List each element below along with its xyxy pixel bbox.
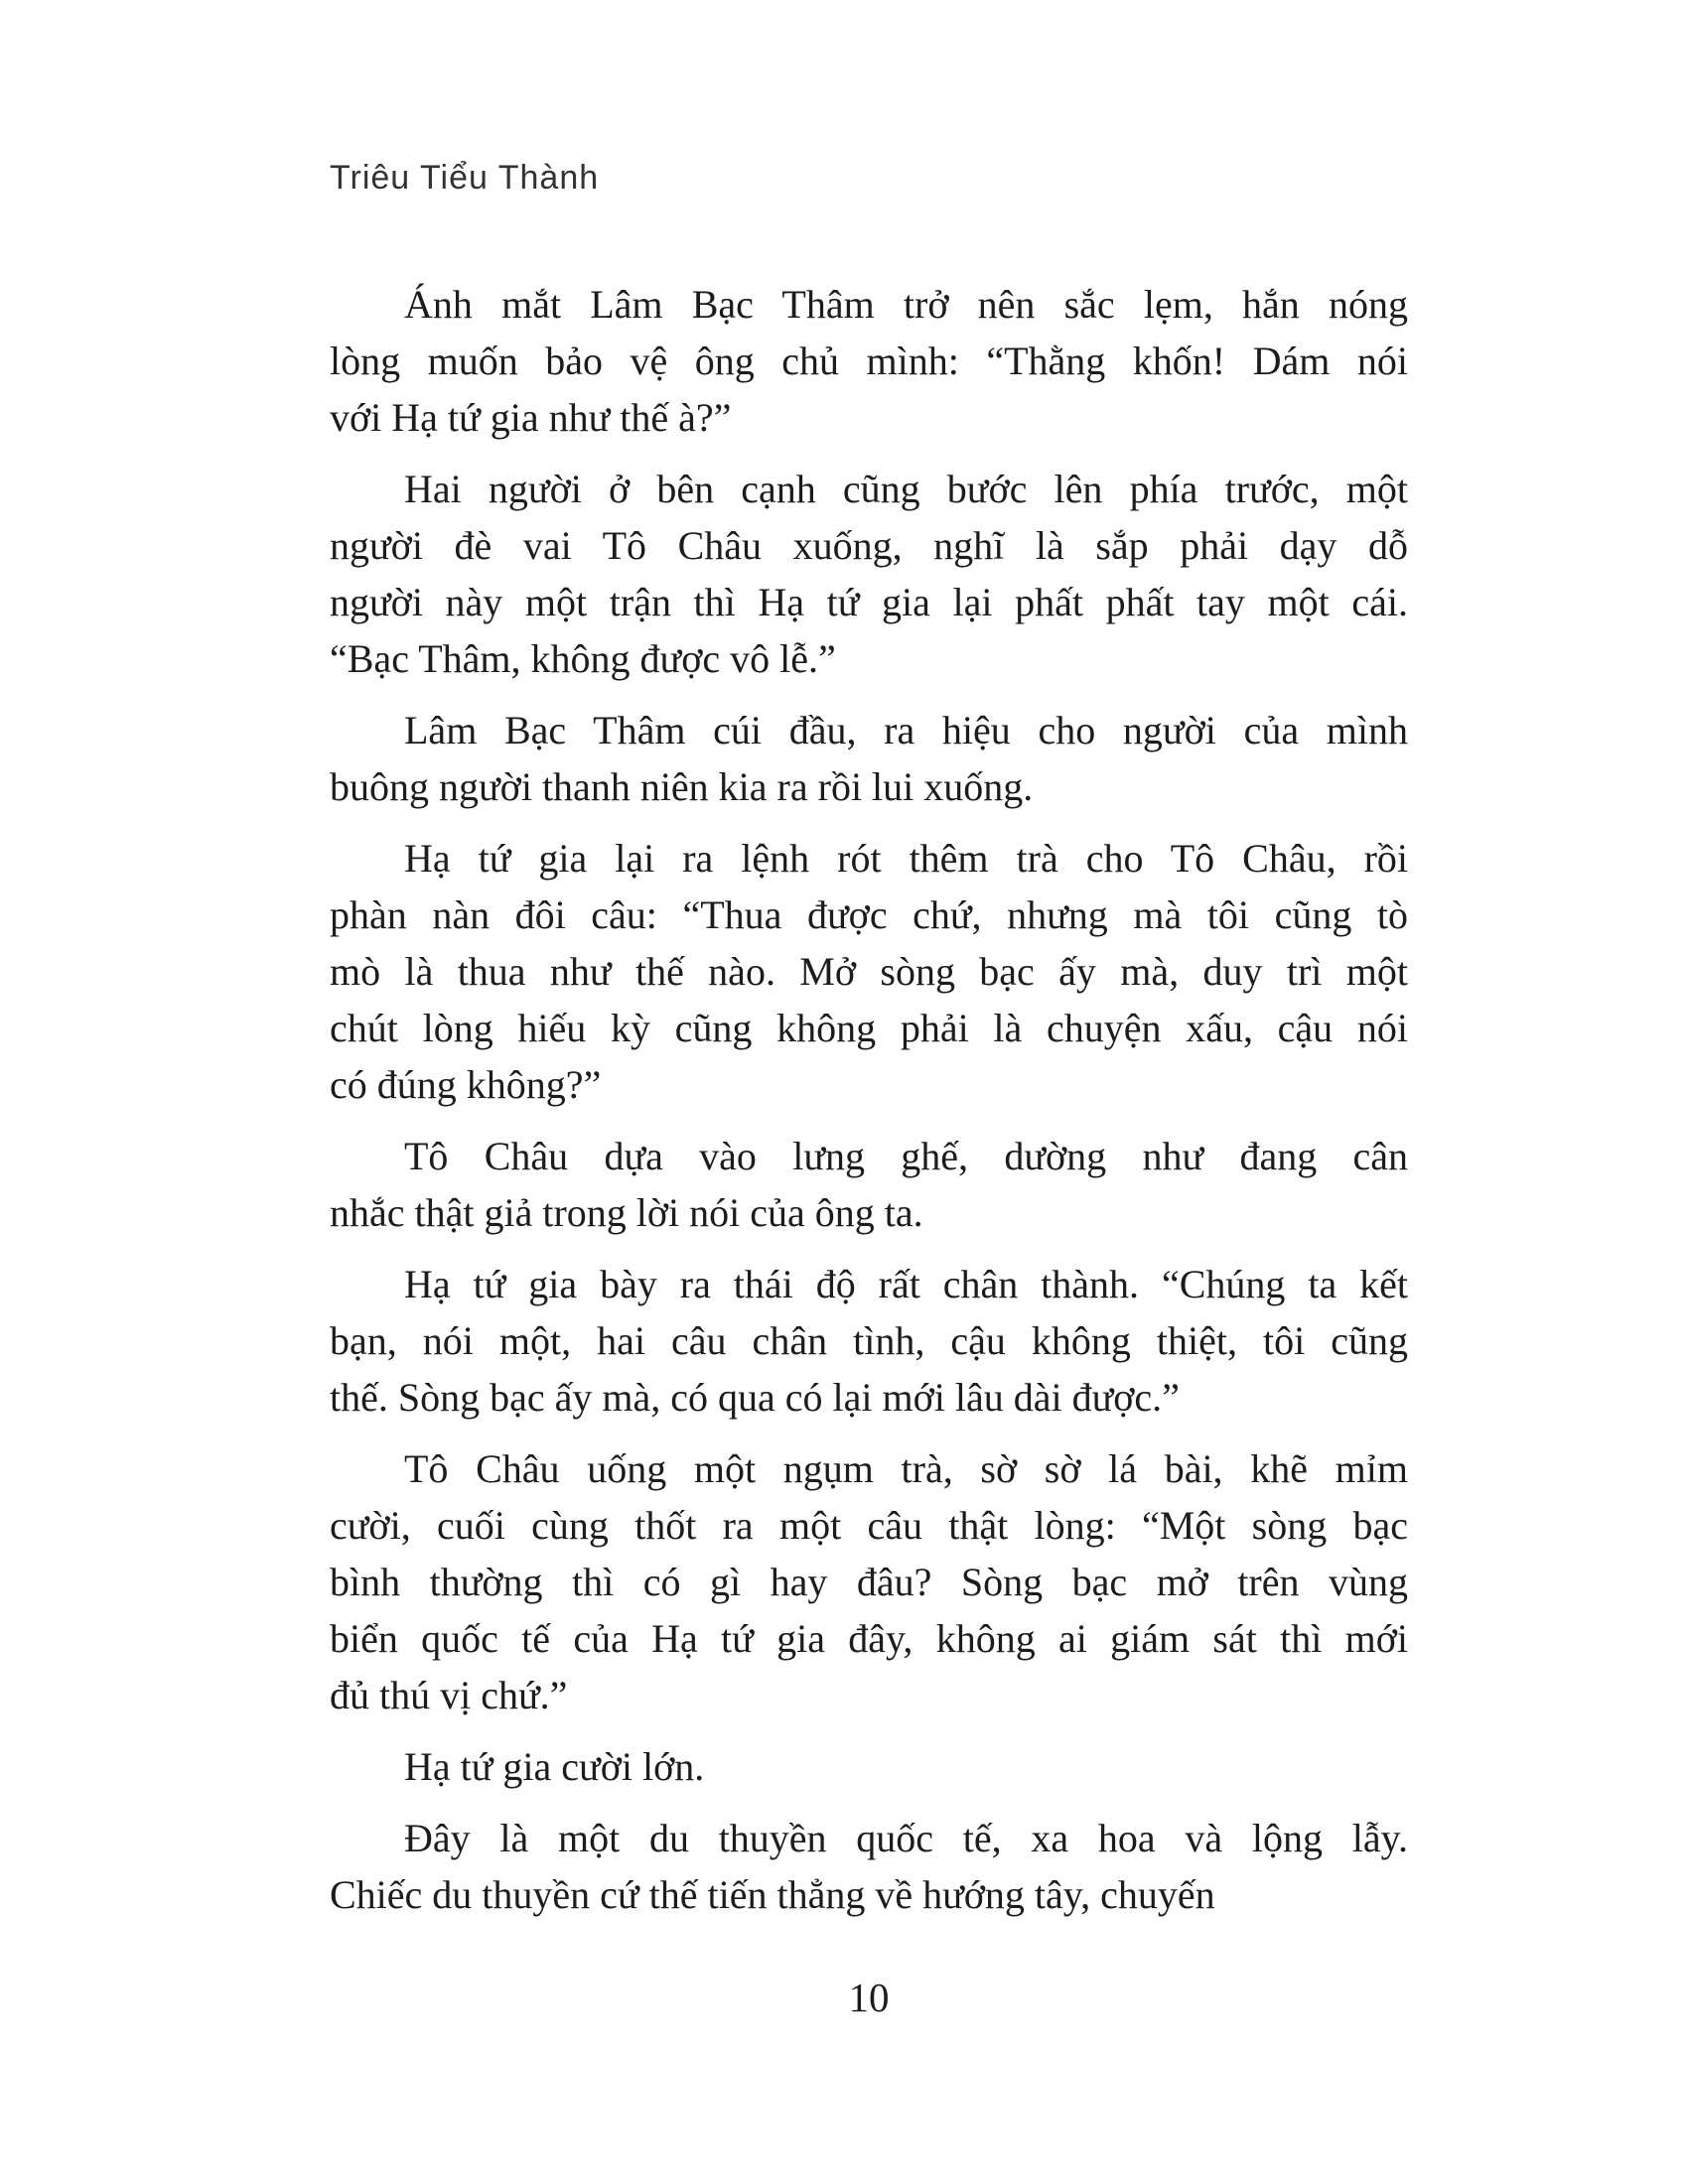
text-line: chút lòng hiếu kỳ cũng không phải là chuyện xấu, cậu nói (330, 1006, 1408, 1050)
text-line: Hạ tứ gia cười lớn. (404, 1744, 705, 1789)
text-line: Tô Châu uống một ngụm trà, sờ sờ lá bài, khẽ mỉm (404, 1446, 1408, 1491)
text-line: lòng muốn bảo vệ ông chủ mình: “Thằng khốn! Dám nói (330, 339, 1408, 383)
text-line: thế. Sòng bạc ấy mà, có qua có lại mới lâu dài được.” (330, 1375, 1180, 1420)
text-line: buông người thanh niên kia ra rồi lui xuống. (330, 764, 1034, 809)
text-line: nhắc thật giả trong lời nói của ông ta. (330, 1190, 923, 1235)
text-line: Lâm Bạc Thâm cúi đầu, ra hiệu cho người của mình (404, 708, 1408, 752)
text-line: người đè vai Tô Châu xuống, nghĩ là sắp phải dạy dỗ (330, 523, 1408, 568)
text-line: người này một trận thì Hạ tứ gia lại phất phất tay một cái. (330, 580, 1408, 624)
text-line: bạn, nói một, hai câu chân tình, cậu không thiệt, tôi cũng (330, 1318, 1408, 1363)
paragraph (330, 1256, 1408, 1426)
text-line: cười, cuối cùng thốt ra một câu thật lòng: “Một sòng bạc (330, 1503, 1408, 1548)
paragraph (330, 1128, 1408, 1241)
paragraph (330, 461, 1408, 687)
text-line: Tô Châu dựa vào lưng ghế, dường như đang cân (404, 1134, 1408, 1178)
paragraph (330, 1810, 1408, 1923)
text-line: mò là thua như thế nào. Mở sòng bạc ấy mà, duy trì một (330, 949, 1408, 994)
text-line: với Hạ tứ gia như thế à?” (330, 395, 732, 440)
paragraph (330, 1738, 1408, 1795)
paragraph (330, 702, 1408, 815)
text-line: Ánh mắt Lâm Bạc Thâm trở nên sắc lẹm, hắn nóng (404, 282, 1408, 327)
text-line: Hai người ở bên cạnh cũng bước lên phía trước, một (404, 467, 1408, 511)
paragraph (330, 1440, 1408, 1723)
running-header: Triêu Tiểu Thành (330, 159, 600, 197)
text-line: có đúng không?” (330, 1062, 602, 1107)
page-body (330, 276, 1408, 1923)
text-line: bình thường thì có gì hay đâu? Sòng bạc mở trên vùng (330, 1560, 1408, 1604)
text-line: “Bạc Thâm, không được vô lễ.” (330, 636, 836, 681)
text-line: Chiếc du thuyền cứ thế tiến thẳng về hướng tây, chuyến (330, 1872, 1215, 1917)
text-line: Đây là một du thuyền quốc tế, xa hoa và lộng lẫy. (404, 1816, 1408, 1860)
text-line: đủ thú vị chứ.” (330, 1673, 568, 1717)
paragraph (330, 830, 1408, 1113)
text-line: biển quốc tế của Hạ tứ gia đây, không ai giám sát thì mới (330, 1616, 1408, 1661)
page-number: 10 (848, 1975, 890, 2020)
paragraph (330, 276, 1408, 446)
text-line: Hạ tứ gia bày ra thái độ rất chân thành. “Chúng ta kết (404, 1262, 1408, 1306)
text-line: phàn nàn đôi câu: “Thua được chứ, nhưng mà tôi cũng tò (330, 892, 1408, 937)
text-line: Hạ tứ gia lại ra lệnh rót thêm trà cho Tô Châu, rồi (404, 836, 1408, 881)
